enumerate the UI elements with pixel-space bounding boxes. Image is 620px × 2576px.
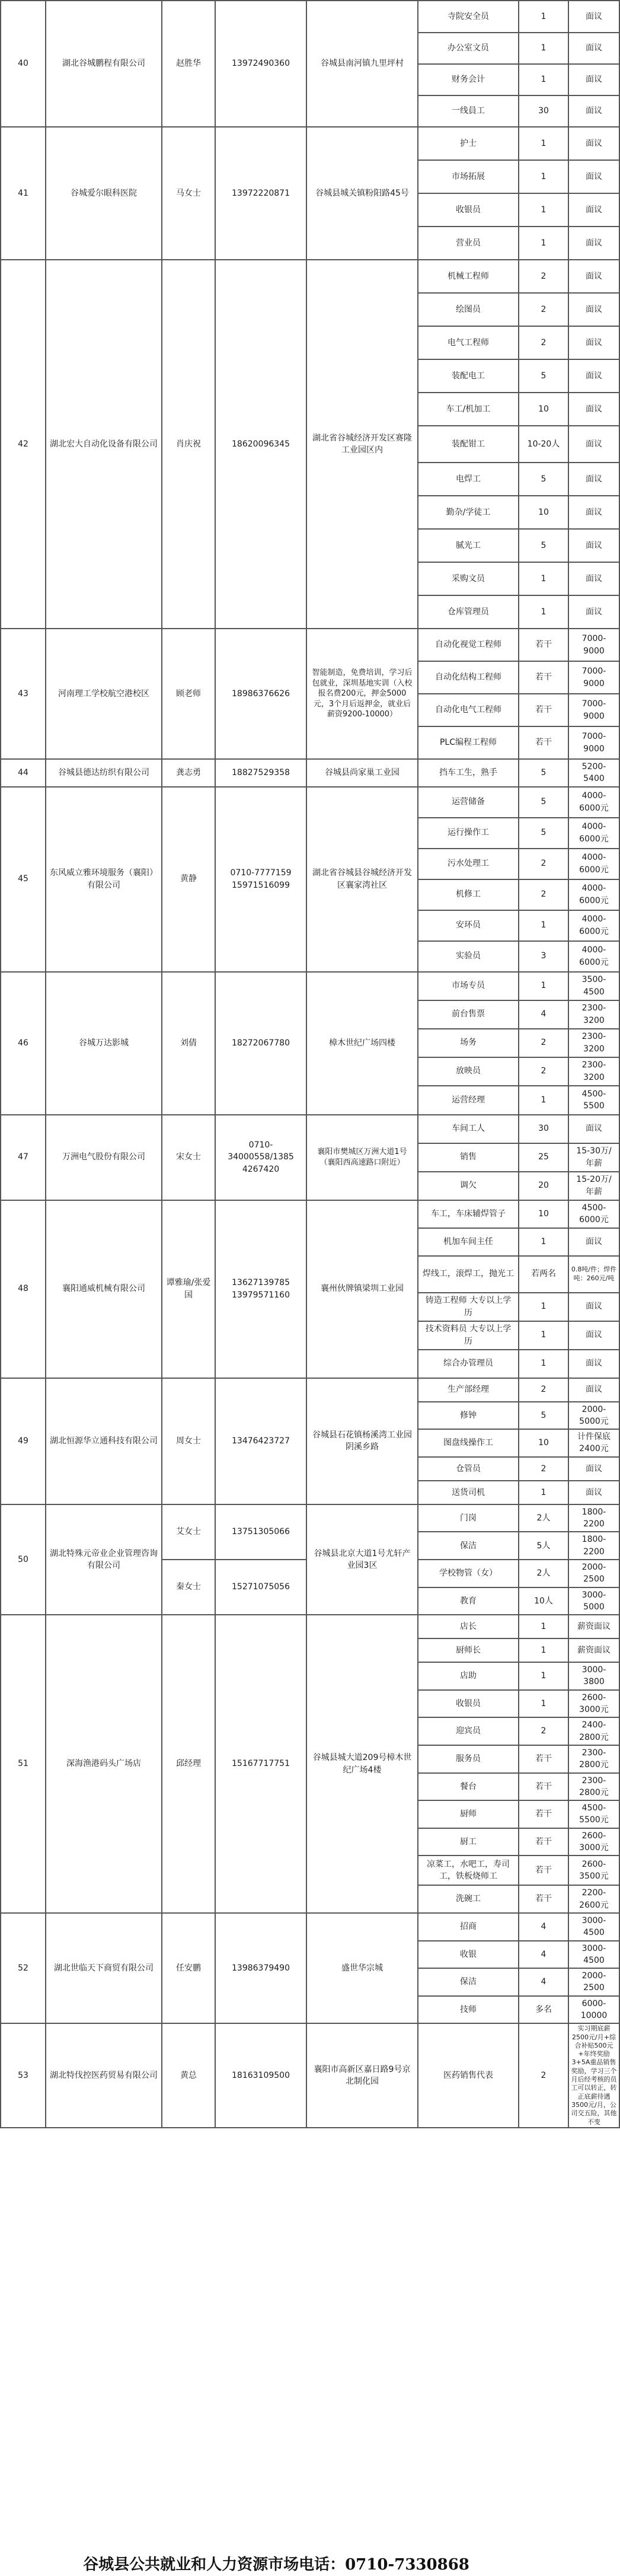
position-count-cell: 多名 (519, 1996, 568, 2024)
position-count-cell: 2 (519, 326, 568, 359)
contact-name-cell: 任安鹏 (162, 1913, 215, 2023)
position-count-cell: 10-20人 (519, 426, 568, 463)
position-salary-cell: 面议 (568, 393, 619, 426)
table-row (1, 629, 619, 661)
position-count-cell: 1 (519, 1638, 568, 1662)
company-address-cell: 智能制造，免费培训，学习后包就业，深圳基地实训（入校报名费200元，押金5000元，3个月后返押金，就业后薪资9200-10000） (306, 629, 418, 759)
contact-name-cell: 邱经理 (162, 1615, 215, 1913)
position-title-cell: PLC编程工程师 (418, 726, 519, 759)
position-title-cell: 服务员 (418, 1745, 519, 1773)
footer-contact-line: 谷城县公共就业和人力资源市场电话：0710-7330868 (83, 2556, 469, 2574)
position-count-cell: 2 (519, 849, 568, 879)
position-count-cell: 5 (519, 759, 568, 787)
contact-name-cell: 艾女士 (162, 1504, 215, 1560)
position-salary-cell: 4000-6000元 (568, 818, 619, 849)
position-salary-cell: 2400-2800元 (568, 1717, 619, 1745)
company-id-cell: 52 (1, 1913, 46, 2023)
position-title-cell: 收银员 (418, 1690, 519, 1718)
position-title-cell: 修钟 (418, 1402, 519, 1430)
position-salary-cell: 面议 (568, 426, 619, 463)
position-title-cell: 门岗 (418, 1504, 519, 1532)
position-count-cell: 4 (519, 1913, 568, 1941)
company-name-cell: 深海渔港码头广场店 (46, 1615, 162, 1913)
position-salary-cell: 面议 (568, 127, 619, 160)
position-count-cell: 2 (519, 293, 568, 326)
position-salary-cell: 面议 (568, 359, 619, 393)
position-salary-cell: 4000-6000元 (568, 879, 619, 910)
position-salary-cell: 4000-6000元 (568, 910, 619, 941)
company-id-cell: 53 (1, 2023, 46, 2128)
position-salary-cell: 3000-5000 (568, 1587, 619, 1615)
position-title-cell: 放映员 (418, 1057, 519, 1086)
position-salary-cell: 1800-2200 (568, 1504, 619, 1532)
position-title-cell: 自动化电气工程师 (418, 694, 519, 726)
position-count-cell: 1 (519, 1, 568, 33)
position-title-cell: 挡车工生，熟手 (418, 759, 519, 787)
position-salary-cell: 实习期底薪2500元/月+综合补贴500元+年终奖励3+5A重品销售奖励，学习三个月后经考核的员工可以转正，转正底薪待遇3500元/月，公司交五险，其他不变 (568, 2023, 619, 2128)
company-address-cell: 樟木世纪广场四楼 (306, 972, 418, 1115)
contact-phone-cell: 13476423727 (215, 1378, 306, 1504)
company-name-cell: 襄阳通威机械有限公司 (46, 1200, 162, 1378)
position-salary-cell: 2300-3200 (568, 1029, 619, 1057)
contact-name-cell: 宋女士 (162, 1115, 215, 1200)
position-salary-cell: 面议 (568, 529, 619, 562)
position-salary-cell: 面议 (568, 193, 619, 227)
company-id-cell: 42 (1, 260, 46, 629)
position-title-cell: 洗碗工 (418, 1885, 519, 1913)
position-count-cell: 3 (519, 941, 568, 972)
position-salary-cell: 面议 (568, 1481, 619, 1504)
position-count-cell: 1 (519, 1321, 568, 1350)
contact-phone-cell: 18986376626 (215, 629, 306, 759)
table-row (1, 1200, 619, 1228)
company-name-cell: 东风威立雅环境服务（襄阳）有限公司 (46, 787, 162, 972)
contact-phone-cell: 18163109500 (215, 2023, 306, 2128)
position-count-cell: 1 (519, 193, 568, 227)
position-title-cell: 综合办管理员 (418, 1350, 519, 1378)
position-salary-cell: 7000-9000 (568, 629, 619, 661)
position-count-cell: 2 (519, 1057, 568, 1086)
position-salary-cell: 面议 (568, 227, 619, 260)
position-title-cell: 污水处理工 (418, 849, 519, 879)
company-name-cell: 湖北谷城鹏程有限公司 (46, 1, 162, 127)
position-salary-cell: 2300-3200 (568, 1057, 619, 1086)
position-salary-cell: 7000-9000 (568, 694, 619, 726)
position-salary-cell: 面议 (568, 260, 619, 293)
position-salary-cell: 4000-6000元 (568, 787, 619, 818)
table-row (1, 260, 619, 293)
position-count-cell: 2 (519, 879, 568, 910)
position-salary-cell: 4000-6000元 (568, 941, 619, 972)
position-salary-cell: 面议 (568, 1321, 619, 1350)
company-id-cell: 43 (1, 629, 46, 759)
contact-phone-cell: 13972490360 (215, 1, 306, 127)
position-title-cell: 车工/机加工 (418, 393, 519, 426)
position-count-cell: 若干 (519, 1856, 568, 1885)
position-salary-cell: 6000-10000 (568, 1996, 619, 2024)
contact-phone-cell: 15167717751 (215, 1615, 306, 1913)
position-salary-cell: 2300-3200 (568, 1000, 619, 1029)
position-title-cell: 送货司机 (418, 1481, 519, 1504)
position-count-cell: 若干 (519, 1885, 568, 1913)
position-title-cell: 场务 (418, 1029, 519, 1057)
table-row (1, 1378, 619, 1402)
company-id-cell: 47 (1, 1115, 46, 1200)
contact-name-cell: 周女士 (162, 1378, 215, 1504)
position-count-cell: 若两名 (519, 1256, 568, 1293)
company-id-cell: 45 (1, 787, 46, 972)
contact-name-cell: 秦女士 (162, 1560, 215, 1615)
company-name-cell: 谷城万达影城 (46, 972, 162, 1115)
position-count-cell: 20 (519, 1172, 568, 1200)
position-count-cell: 2 (519, 1717, 568, 1745)
company-id-cell: 51 (1, 1615, 46, 1913)
company-address-cell: 谷城县城关镇粉阳路45号 (306, 127, 418, 260)
position-count-cell: 10 (519, 1200, 568, 1228)
position-title-cell: 仓管员 (418, 1457, 519, 1481)
contact-phone-cell: 13751305066 (215, 1504, 306, 1560)
position-title-cell: 市场拓展 (418, 160, 519, 193)
position-salary-cell: 面议 (568, 1, 619, 33)
position-title-cell: 安环员 (418, 910, 519, 941)
contact-phone-cell: 15271075056 (215, 1560, 306, 1615)
position-title-cell: 车间工人 (418, 1115, 519, 1143)
position-salary-cell: 3000-4500 (568, 1941, 619, 1969)
position-salary-cell: 面议 (568, 1350, 619, 1378)
position-title-cell: 铸造工程师 大专以上学历 (418, 1293, 519, 1321)
position-title-cell: 电焊工 (418, 463, 519, 496)
company-address-cell: 谷城县尚家巢工业园 (306, 759, 418, 787)
position-count-cell: 5 (519, 359, 568, 393)
position-title-cell: 保洁 (418, 1532, 519, 1560)
position-count-cell: 1 (519, 64, 568, 95)
position-count-cell: 10人 (519, 1587, 568, 1615)
contact-name-cell: 黄总 (162, 2023, 215, 2128)
position-title-cell: 焊线工，滚焊工，抛光工 (418, 1256, 519, 1293)
position-count-cell: 4 (519, 1000, 568, 1029)
position-title-cell: 生产部经理 (418, 1378, 519, 1402)
position-salary-cell: 面议 (568, 1378, 619, 1402)
table-row (1, 1, 619, 33)
position-salary-cell: 2000-2500 (568, 1968, 619, 1996)
position-salary-cell: 0.8吨/件；焊件吨：260元/吨 (568, 1256, 619, 1293)
position-title-cell: 采购文员 (418, 562, 519, 595)
company-id-cell: 46 (1, 972, 46, 1115)
contact-name-cell: 赵胜华 (162, 1, 215, 127)
position-title-cell: 装配钳工 (418, 426, 519, 463)
contact-name-cell: 黄静 (162, 787, 215, 972)
position-title-cell: 自动化视觉工程师 (418, 629, 519, 661)
position-salary-cell: 面议 (568, 326, 619, 359)
table-row (1, 787, 619, 818)
position-count-cell: 30 (519, 1115, 568, 1143)
position-count-cell: 2 (519, 1378, 568, 1402)
position-title-cell: 机械工程师 (418, 260, 519, 293)
contact-phone-cell: 0710-7777159 15971516099 (215, 787, 306, 972)
position-title-cell: 图盘线操作工 (418, 1429, 519, 1457)
company-address-cell: 谷城县南河镇九里坪村 (306, 1, 418, 127)
position-title-cell: 店助 (418, 1662, 519, 1690)
position-title-cell: 销售 (418, 1143, 519, 1172)
contact-phone-cell: 18827529358 (215, 759, 306, 787)
position-title-cell: 营业员 (418, 227, 519, 260)
company-address-cell: 湖北省谷城经济开发区赛隆工业园区内 (306, 260, 418, 629)
position-salary-cell: 面议 (568, 33, 619, 64)
position-title-cell: 技术资料员 大专以上学历 (418, 1321, 519, 1350)
position-count-cell: 2 (519, 1457, 568, 1481)
company-address-cell: 襄州伙牌镇梁圳工业园 (306, 1200, 418, 1378)
position-salary-cell: 4000-6000元 (568, 849, 619, 879)
company-id-cell: 40 (1, 1, 46, 127)
table-row (1, 1615, 619, 1638)
position-title-cell: 自动化结构工程师 (418, 661, 519, 694)
company-name-cell: 万洲电气股份有限公司 (46, 1115, 162, 1200)
position-title-cell: 店长 (418, 1615, 519, 1638)
position-salary-cell: 7000-9000 (568, 661, 619, 694)
position-count-cell: 1 (519, 1615, 568, 1638)
position-title-cell: 运营经理 (418, 1086, 519, 1115)
position-salary-cell: 面议 (568, 293, 619, 326)
position-salary-cell: 薪资面议 (568, 1638, 619, 1662)
contact-phone-cell: 18272067780 (215, 972, 306, 1115)
position-count-cell: 若干 (519, 726, 568, 759)
position-salary-cell: 3000-3800 (568, 1662, 619, 1690)
position-count-cell: 2 (519, 260, 568, 293)
position-title-cell: 运行操作工 (418, 818, 519, 849)
table-row (1, 972, 619, 1000)
position-count-cell: 1 (519, 562, 568, 595)
company-address-cell: 襄阳市樊城区万洲大道1号（襄阳西高速路口附近） (306, 1115, 418, 1200)
table-row (1, 1913, 619, 1941)
position-count-cell: 1 (519, 127, 568, 160)
contact-phone-cell: 0710-34000558/1385 4267420 (215, 1115, 306, 1200)
position-count-cell: 30 (519, 95, 568, 127)
position-count-cell: 1 (519, 227, 568, 260)
table-row (1, 1504, 619, 1532)
position-count-cell: 1 (519, 1350, 568, 1378)
position-salary-cell: 5200-5400 (568, 759, 619, 787)
table-row (1, 2023, 619, 2128)
position-count-cell: 5 (519, 818, 568, 849)
position-count-cell: 1 (519, 1662, 568, 1690)
position-title-cell: 一线員工 (418, 95, 519, 127)
position-title-cell: 护士 (418, 127, 519, 160)
position-count-cell: 2人 (519, 1560, 568, 1587)
company-name-cell: 湖北特殊元帝业企业管理咨询有限公司 (46, 1504, 162, 1615)
position-title-cell: 车工，车床辅焊管子 (418, 1200, 519, 1228)
position-salary-cell: 面议 (568, 1228, 619, 1256)
position-title-cell: 收银 (418, 1941, 519, 1969)
contact-name-cell: 刘倩 (162, 972, 215, 1115)
position-salary-cell: 4500-5500元 (568, 1800, 619, 1828)
contact-phone-cell: 13972220871 (215, 127, 306, 260)
position-salary-cell: 面议 (568, 95, 619, 127)
position-title-cell: 机加车间主任 (418, 1228, 519, 1256)
position-salary-cell: 2300-2800元 (568, 1745, 619, 1773)
position-salary-cell: 2600-3000元 (568, 1690, 619, 1718)
position-title-cell: 调欠 (418, 1172, 519, 1200)
contact-name-cell: 龚志勇 (162, 759, 215, 787)
company-id-cell: 49 (1, 1378, 46, 1504)
position-count-cell: 若干 (519, 629, 568, 661)
contact-phone-cell: 13627139785 13979571160 (215, 1200, 306, 1378)
position-title-cell: 前台售票 (418, 1000, 519, 1029)
position-count-cell: 若干 (519, 1773, 568, 1801)
company-address-cell: 谷城县北京大道1号尤轩产业园3区 (306, 1504, 418, 1615)
position-title-cell: 厨师 (418, 1800, 519, 1828)
position-salary-cell: 7000-9000 (568, 726, 619, 759)
company-name-cell: 河南理工学校航空港校区 (46, 629, 162, 759)
company-address-cell: 襄阳市高新区嘉日路9号京北制化园 (306, 2023, 418, 2128)
company-id-cell: 48 (1, 1200, 46, 1378)
position-title-cell: 凉菜工，水吧工，寿司工，铁板烧师工 (418, 1856, 519, 1885)
position-count-cell: 4 (519, 1941, 568, 1969)
position-count-cell: 1 (519, 160, 568, 193)
position-salary-cell: 面议 (568, 1115, 619, 1143)
position-title-cell: 收银员 (418, 193, 519, 227)
position-salary-cell: 计件保底2400元 (568, 1429, 619, 1457)
position-title-cell: 办公室文员 (418, 33, 519, 64)
company-id-cell: 41 (1, 127, 46, 260)
company-address-cell: 湖北省谷城县谷城经济开发区襄家湾社区 (306, 787, 418, 972)
position-salary-cell: 面议 (568, 160, 619, 193)
position-title-cell: 运营储备 (418, 787, 519, 818)
contact-name-cell: 谭雅瑜/张爱国 (162, 1200, 215, 1378)
position-title-cell: 教育 (418, 1587, 519, 1615)
company-name-cell: 谷城县德达纺织有限公司 (46, 759, 162, 787)
position-count-cell: 10 (519, 1429, 568, 1457)
position-title-cell: 学校物管（女） (418, 1560, 519, 1587)
position-salary-cell: 2200-2600元 (568, 1885, 619, 1913)
company-name-cell: 湖北特伐控医药贸易有限公司 (46, 2023, 162, 2128)
position-count-cell: 1 (519, 1690, 568, 1718)
position-count-cell: 若干 (519, 661, 568, 694)
position-title-cell: 技师 (418, 1996, 519, 2024)
position-count-cell: 若干 (519, 1800, 568, 1828)
company-name-cell: 湖北恒源华立通科技有限公司 (46, 1378, 162, 1504)
company-address-cell: 盛世华宗城 (306, 1913, 418, 2023)
position-title-cell: 仓库管理员 (418, 595, 519, 629)
position-count-cell: 10 (519, 496, 568, 529)
position-title-cell: 勤杂/学徒工 (418, 496, 519, 529)
position-salary-cell: 面议 (568, 1293, 619, 1321)
company-name-cell: 谷城爱尔眼科医院 (46, 127, 162, 260)
position-title-cell: 厨师长 (418, 1638, 519, 1662)
position-title-cell: 实验员 (418, 941, 519, 972)
position-count-cell: 5人 (519, 1532, 568, 1560)
company-name-cell: 湖北世临天下商贸有限公司 (46, 1913, 162, 2023)
position-title-cell: 迎宾员 (418, 1717, 519, 1745)
contact-phone-cell: 18620096345 (215, 260, 306, 629)
position-count-cell: 2人 (519, 1504, 568, 1532)
position-count-cell: 5 (519, 529, 568, 562)
position-title-cell: 装配电工 (418, 359, 519, 393)
position-title-cell: 绘图员 (418, 293, 519, 326)
position-title-cell: 保洁 (418, 1968, 519, 1996)
position-count-cell: 若干 (519, 694, 568, 726)
position-count-cell: 5 (519, 1402, 568, 1430)
position-salary-cell: 1800-2200 (568, 1532, 619, 1560)
position-count-cell: 2 (519, 1029, 568, 1057)
position-count-cell: 1 (519, 595, 568, 629)
company-id-cell: 44 (1, 759, 46, 787)
position-count-cell: 1 (519, 1293, 568, 1321)
position-salary-cell: 面议 (568, 1457, 619, 1481)
company-name-cell: 湖北宏大自动化设备有限公司 (46, 260, 162, 629)
position-title-cell: 寺院安全员 (418, 1, 519, 33)
position-salary-cell: 2000-5000元 (568, 1402, 619, 1430)
position-salary-cell: 15-20万/年薪 (568, 1172, 619, 1200)
position-salary-cell: 面议 (568, 595, 619, 629)
position-count-cell: 1 (519, 910, 568, 941)
position-count-cell: 1 (519, 1086, 568, 1115)
table-row (1, 1115, 619, 1143)
position-salary-cell: 2600-3500元 (568, 1856, 619, 1885)
position-count-cell: 10 (519, 393, 568, 426)
position-salary-cell: 3000-4500 (568, 1913, 619, 1941)
position-salary-cell: 4500-5500 (568, 1086, 619, 1115)
position-salary-cell: 4500-6000元 (568, 1200, 619, 1228)
position-title-cell: 招商 (418, 1913, 519, 1941)
position-count-cell: 若干 (519, 1745, 568, 1773)
position-count-cell: 5 (519, 787, 568, 818)
position-salary-cell: 面议 (568, 562, 619, 595)
position-salary-cell: 2000-2500 (568, 1560, 619, 1587)
position-salary-cell: 面议 (568, 496, 619, 529)
position-title-cell: 机修工 (418, 879, 519, 910)
position-title-cell: 餐台 (418, 1773, 519, 1801)
position-title-cell: 腻光工 (418, 529, 519, 562)
position-salary-cell: 面议 (568, 463, 619, 496)
position-title-cell: 电气工程师 (418, 326, 519, 359)
table-row (1, 759, 619, 787)
position-count-cell: 1 (519, 972, 568, 1000)
position-count-cell: 5 (519, 463, 568, 496)
position-count-cell: 25 (519, 1143, 568, 1172)
position-salary-cell: 面议 (568, 64, 619, 95)
position-salary-cell: 15-30万/年薪 (568, 1143, 619, 1172)
table-row (1, 127, 619, 160)
position-count-cell: 1 (519, 33, 568, 64)
position-salary-cell: 2300-2800元 (568, 1773, 619, 1801)
position-salary-cell: 2600-3000元 (568, 1828, 619, 1856)
position-title-cell: 财务会计 (418, 64, 519, 95)
position-count-cell: 1 (519, 1228, 568, 1256)
position-count-cell: 2 (519, 2023, 568, 2128)
contact-name-cell: 肖庆祝 (162, 260, 215, 629)
position-salary-cell: 3500-4500 (568, 972, 619, 1000)
company-id-cell: 50 (1, 1504, 46, 1615)
contact-phone-cell: 13986379490 (215, 1913, 306, 2023)
company-address-cell: 谷城县城大道209号樟木世纪广场4楼 (306, 1615, 418, 1913)
company-address-cell: 谷城县石花镇杨溪湾工业园阴溪乡路 (306, 1378, 418, 1504)
position-title-cell: 医药销售代表 (418, 2023, 519, 2128)
contact-name-cell: 马女士 (162, 127, 215, 260)
contact-name-cell: 顾老师 (162, 629, 215, 759)
position-count-cell: 1 (519, 1481, 568, 1504)
position-salary-cell: 薪资面议 (568, 1615, 619, 1638)
position-title-cell: 市场专员 (418, 972, 519, 1000)
position-count-cell: 4 (519, 1968, 568, 1996)
position-title-cell: 厨工 (418, 1828, 519, 1856)
position-count-cell: 若干 (519, 1828, 568, 1856)
